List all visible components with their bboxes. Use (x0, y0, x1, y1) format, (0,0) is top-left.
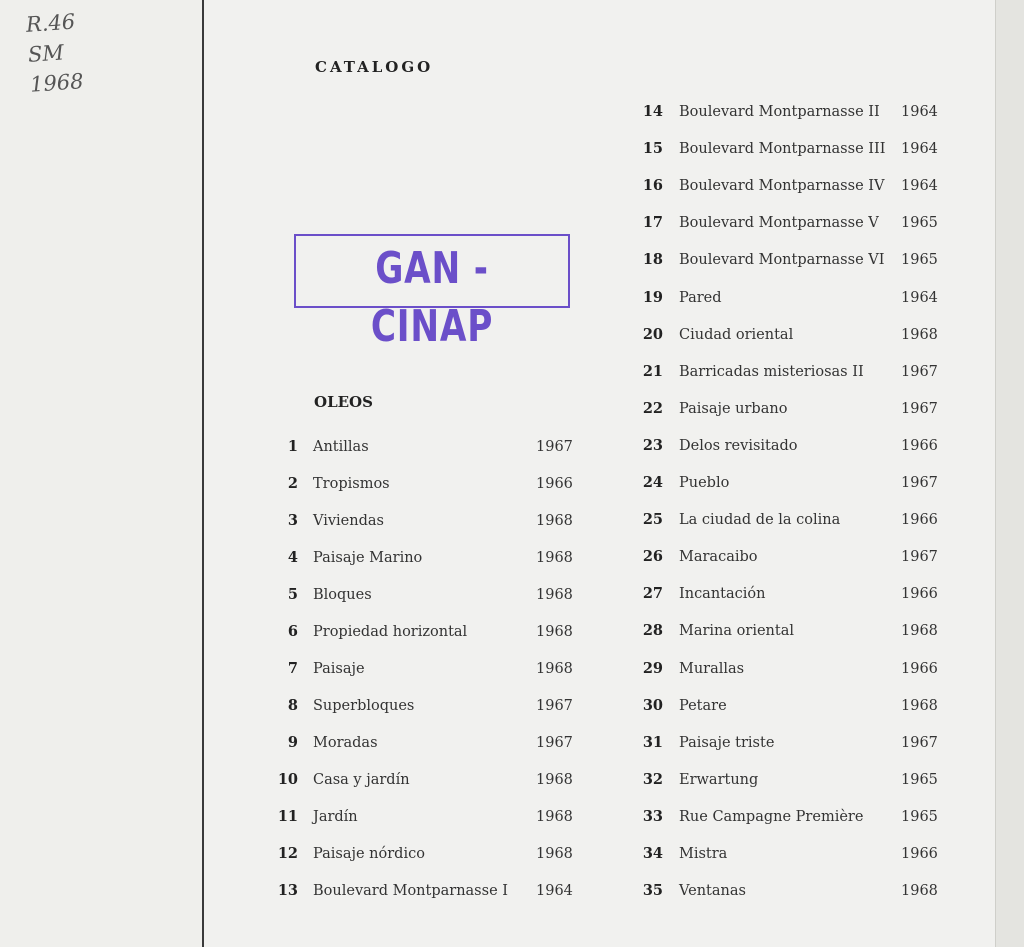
entry-title: Boulevard Montparnasse V (679, 215, 879, 232)
entry-number: 28 (642, 622, 663, 640)
stamp-text: GAN - CINAP (370, 243, 494, 352)
catalog-entry (0, 473, 1000, 493)
entry-year: 1965 (901, 808, 938, 825)
entry-year: 1967 (901, 400, 938, 417)
entry-number: 23 (642, 436, 663, 454)
entry-year: 1968 (901, 697, 938, 714)
entry-number: 19 (642, 288, 663, 306)
handwritten-note (25, 6, 85, 100)
entry-number: 27 (642, 585, 663, 603)
entry-title: Boulevard Montparnasse I (313, 883, 508, 899)
entry-title: Boulevard Montparnasse III (679, 141, 886, 158)
entry-title: Viviendas (313, 513, 384, 529)
entry-number: 32 (642, 770, 663, 788)
entry-title: Paisaje urbano (679, 400, 788, 417)
entry-number: 26 (642, 548, 663, 566)
entry-year: 1968 (536, 846, 573, 862)
catalog-entry (0, 584, 1000, 604)
entry-year: 1966 (901, 586, 938, 603)
entry-year: 1967 (536, 735, 573, 751)
entry-number: 7 (287, 660, 298, 677)
entry-number: 14 (642, 103, 663, 120)
entry-title: Moradas (313, 735, 378, 751)
entry-number: 25 (642, 511, 663, 529)
entry-year: 1968 (901, 623, 938, 640)
entry-title: Boulevard Montparnasse IV (679, 178, 885, 195)
catalog-entry (0, 621, 1000, 641)
entry-year: 1967 (901, 475, 938, 491)
entry-number: 20 (642, 325, 663, 343)
entry-title: Casa y jardín (313, 772, 410, 788)
entry-year: 1966 (901, 512, 938, 529)
catalog-entry (0, 659, 1000, 679)
entry-title: Superbloques (313, 698, 415, 714)
entry-year: 1968 (536, 772, 573, 788)
entry-number: 9 (287, 734, 298, 751)
entry-number: 15 (642, 140, 663, 158)
entry-number: 16 (642, 177, 663, 195)
entry-number: 22 (642, 399, 663, 417)
entry-title: Tropismos (313, 476, 390, 492)
entry-title: Ventanas (679, 883, 746, 900)
entry-year: 1968 (901, 326, 938, 343)
catalog-entry (0, 807, 1000, 827)
entry-title: Rue Campagne Première (679, 808, 864, 825)
entry-year: 1964 (901, 104, 938, 120)
entry-title: Petare (679, 697, 727, 714)
entry-title: Erwartung (679, 771, 759, 788)
catalog-entry (0, 288, 1000, 308)
entry-number: 24 (642, 474, 663, 491)
entry-year: 1967 (901, 734, 938, 751)
entry-number: 31 (642, 733, 663, 751)
entry-number: 35 (642, 882, 663, 900)
entry-title: Paisaje (313, 661, 365, 677)
handwritten-line: R.46 (25, 9, 76, 37)
catalog-entry (0, 362, 1000, 382)
catalog-entry (0, 325, 1000, 345)
catalog-entry (0, 176, 1000, 196)
entry-year: 1968 (536, 809, 573, 825)
page-title: CATALOGO (315, 58, 434, 76)
catalog-entry (0, 844, 1000, 864)
right-page-edge (996, 0, 1024, 947)
entry-number: 1 (287, 438, 298, 455)
entry-title: Delos revisitado (679, 437, 798, 454)
entry-number: 21 (642, 362, 663, 380)
entry-title: La ciudad de la colina (679, 512, 841, 529)
entry-year: 1968 (536, 587, 573, 603)
entry-title: Incantación (679, 586, 766, 603)
entry-year: 1967 (536, 698, 573, 714)
entry-year: 1967 (536, 439, 573, 455)
catalog-entry (0, 213, 1000, 233)
catalog-entry (0, 399, 1000, 419)
entry-title: Bloques (313, 587, 372, 603)
entry-year: 1964 (901, 141, 938, 158)
entry-title: Propiedad horizontal (313, 624, 468, 640)
entry-number: 6 (287, 623, 298, 640)
entry-title: Pueblo (679, 475, 730, 491)
catalog-entry (0, 881, 1000, 901)
catalog-entry (0, 547, 1000, 567)
catalog-entry (0, 696, 1000, 716)
entry-title: Antillas (313, 439, 369, 455)
entry-number: 11 (277, 808, 298, 825)
entry-year: 1966 (536, 476, 573, 492)
entry-title: Paisaje nórdico (313, 846, 425, 862)
catalog-entry (0, 733, 1000, 753)
entry-title: Marina oriental (679, 623, 794, 640)
entry-title: Ciudad oriental (679, 326, 794, 343)
catalog-entry (0, 102, 1000, 122)
handwritten-line: SM (27, 40, 65, 67)
entry-number: 8 (287, 697, 298, 714)
entry-number: 34 (642, 845, 663, 862)
catalog-entry (0, 510, 1000, 530)
entry-number: 29 (642, 659, 663, 677)
entry-number: 13 (277, 882, 298, 899)
entry-year: 1964 (536, 883, 573, 899)
catalog-entry (0, 436, 1000, 456)
entry-title: Paisaje triste (679, 734, 775, 751)
entry-year: 1968 (536, 513, 573, 529)
entry-title: Murallas (679, 660, 745, 677)
entry-year: 1967 (901, 363, 938, 380)
entry-year: 1965 (901, 215, 938, 232)
entry-number: 10 (277, 771, 298, 788)
entry-year: 1966 (901, 437, 938, 454)
entry-year: 1968 (536, 550, 573, 566)
entry-number: 3 (287, 512, 298, 529)
entry-number: 18 (642, 251, 663, 269)
entry-title: Maracaibo (679, 549, 758, 566)
entry-year: 1968 (536, 624, 573, 640)
entry-number: 17 (642, 214, 663, 232)
entry-title: Boulevard Montparnasse VI (679, 252, 885, 269)
entry-number: 2 (287, 475, 298, 492)
entry-title: Paisaje Marino (313, 550, 423, 566)
entry-year: 1965 (901, 771, 938, 788)
entry-title: Mistra (679, 846, 728, 862)
entry-number: 4 (287, 549, 298, 566)
entry-year: 1965 (901, 252, 938, 269)
catalog-entry (0, 770, 1000, 790)
entry-number: 5 (287, 586, 298, 603)
catalog-entry (0, 250, 1000, 270)
entry-title: Boulevard Montparnasse II (679, 104, 880, 120)
entry-number: 12 (277, 845, 298, 862)
handwritten-line: 1968 (29, 69, 85, 97)
entry-title: Jardín (313, 809, 358, 825)
catalog-entry (0, 139, 1000, 159)
entry-year: 1966 (901, 846, 938, 862)
entry-year: 1967 (901, 549, 938, 566)
entry-year: 1968 (901, 883, 938, 900)
entry-number: 33 (642, 807, 663, 825)
entry-year: 1964 (901, 178, 938, 195)
entry-number: 30 (642, 696, 663, 714)
entry-title: Pared (679, 289, 722, 306)
section-heading: OLEOS (314, 393, 373, 411)
entry-year: 1968 (536, 661, 573, 677)
entry-year: 1966 (901, 660, 938, 677)
entry-year: 1964 (901, 289, 938, 306)
entry-title: Barricadas misteriosas II (679, 363, 864, 380)
